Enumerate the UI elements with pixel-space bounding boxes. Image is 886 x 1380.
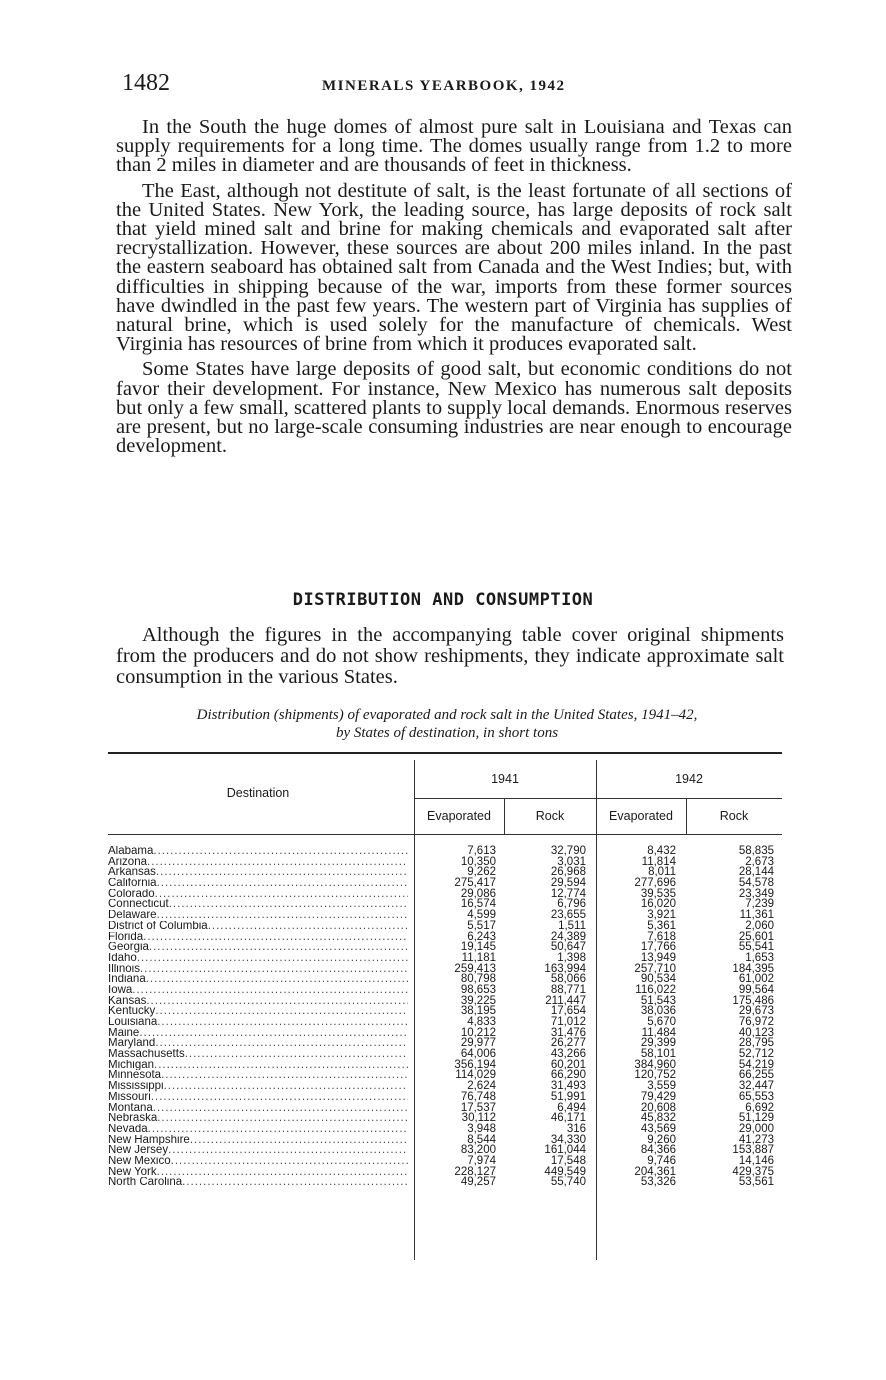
evaporated-1941-cell: 114,029 [455, 1069, 496, 1082]
destination-cell: Arkansas ..... [108, 867, 408, 878]
rock-1941-cell: 60,201 [550, 1058, 586, 1071]
destination-cell: District of Columbia ..... [108, 921, 408, 932]
table-row [108, 1049, 782, 1060]
table-row [108, 1028, 782, 1039]
evaporated-1942-cell: 45,832 [640, 1112, 676, 1125]
evaporated-1942-cell: 7,618 [647, 930, 676, 943]
table-row [108, 889, 782, 900]
rock-1942-cell: 184,395 [732, 962, 774, 975]
rock-1942-cell: 54,219 [738, 1058, 774, 1071]
evaporated-1941-cell: 29,977 [460, 1037, 496, 1050]
destination-cell: New Jersey ..... [108, 1145, 408, 1156]
evaporated-1941-cell: 16,574 [460, 898, 496, 911]
rock-1941-cell: 26,968 [550, 866, 586, 879]
table-row [108, 910, 782, 921]
rock-1941-cell: 23,655 [550, 909, 586, 922]
table-row [108, 1135, 782, 1146]
rock-1942-cell: 1,653 [745, 951, 774, 964]
evaporated-1942-header: Evaporated [609, 809, 673, 823]
evaporated-1941-cell: 30,112 [461, 1112, 496, 1125]
evaporated-1941-cell: 7,974 [467, 1154, 496, 1167]
evaporated-1942-cell: 16,020 [640, 898, 676, 911]
evaporated-1941-cell: 64,006 [460, 1048, 496, 1061]
section-intro [116, 625, 784, 688]
rock-1941-cell: 6,796 [557, 898, 586, 911]
evaporated-1942-cell: 11,814 [641, 855, 676, 868]
table-row [108, 1038, 782, 1049]
rock-1941-cell: 449,549 [544, 1165, 586, 1178]
evaporated-1942-cell: 58,101 [640, 1048, 676, 1061]
rock-1941-cell: 1,398 [557, 951, 586, 964]
page-header [122, 70, 722, 104]
rock-1942-cell: 14,146 [738, 1154, 774, 1167]
destination-cell: Missouri ..... [108, 1092, 408, 1103]
rock-1941-cell: 6,494 [557, 1101, 586, 1114]
evaporated-1941-cell: 356,194 [454, 1058, 496, 1071]
evaporated-1941-cell: 19,145 [460, 941, 496, 954]
destination-cell: Connecticut ..... [108, 899, 408, 910]
evaporated-1942-cell: 17,766 [640, 941, 676, 954]
rock-1941-header: Rock [535, 809, 565, 823]
evaporated-1942-cell: 3,559 [647, 1080, 676, 1093]
table-row [108, 1167, 782, 1178]
caption-line-2: by States of destination, in short tons [335, 725, 559, 741]
evaporated-1942-cell: 116,022 [635, 983, 676, 996]
evaporated-1941-cell: 7,613 [467, 845, 496, 857]
table-row [108, 1103, 782, 1114]
rock-1941-cell: 29,594 [550, 877, 586, 890]
rock-1942-cell: 55,541 [738, 941, 774, 954]
evaporated-1941-cell: 38,195 [460, 1005, 496, 1018]
destination-cell: Indiana ..... [108, 974, 408, 985]
destination-cell: Arizona ..... [108, 857, 408, 868]
destination-cell: Massachusetts ..... [108, 1049, 408, 1060]
table-row [108, 1006, 782, 1017]
evaporated-1941-cell: 10,350 [460, 855, 496, 868]
evaporated-1941-cell: 6,243 [467, 930, 496, 943]
destination-cell: Louisiana ..... [108, 1017, 408, 1028]
destination-cell: Maryland ..... [108, 1038, 408, 1049]
rock-1941-cell: 50,647 [550, 941, 586, 954]
rock-1942-cell: 29,000 [738, 1122, 774, 1135]
table-row [108, 942, 782, 953]
evaporated-1941-cell: 228,127 [454, 1165, 496, 1178]
rock-1942-cell: 7,239 [745, 898, 774, 911]
rock-1941-cell: 12,774 [550, 887, 586, 900]
evaporated-1941-cell: 10,212 [460, 1026, 496, 1039]
evaporated-1941-cell: 17,537 [460, 1101, 496, 1114]
destination-cell: Illinois ..... [108, 964, 408, 975]
header-bottom-rule [108, 834, 782, 835]
table-top-rule [108, 752, 782, 754]
rock-1941-cell: 161,044 [544, 1144, 586, 1157]
table-row [108, 857, 782, 868]
rock-1941-cell: 66,290 [550, 1069, 586, 1082]
destination-cell: Georgia ..... [108, 942, 408, 953]
evaporated-1942-cell: 84,366 [640, 1144, 676, 1157]
destination-cell: Mississippi ..... [108, 1081, 408, 1092]
rock-1942-cell: 6,692 [745, 1101, 774, 1114]
rock-1942-cell: 175,486 [732, 994, 774, 1007]
destination-cell: Kansas ..... [108, 996, 408, 1007]
destination-cell: Minnesota ..... [108, 1070, 408, 1081]
evaporated-1942-cell: 38,036 [640, 1005, 676, 1018]
table-row [108, 1060, 782, 1071]
rock-1942-cell: 29,673 [738, 1005, 774, 1018]
evaporated-1942-cell: 11,484 [641, 1026, 676, 1039]
table-row [108, 1017, 782, 1028]
table-row [108, 1092, 782, 1103]
table-row [108, 921, 782, 932]
rock-1941-cell: 43,266 [550, 1048, 586, 1061]
year-1942-header: 1942 [675, 772, 703, 786]
evaporated-1942-cell: 90,534 [640, 973, 676, 986]
table-row [108, 996, 782, 1007]
rock-1942-cell: 25,601 [738, 930, 774, 943]
destination-cell: Iowa ..... [108, 985, 408, 996]
evaporated-1942-cell: 120,752 [634, 1069, 676, 1082]
table-row [108, 932, 782, 943]
table-row [108, 1177, 782, 1188]
evaporated-1942-cell: 39,535 [640, 887, 676, 900]
caption-line-1: Distribution (shipments) of evaporated and rock salt in the United States, 1941–42, [196, 707, 698, 723]
rock-1941-cell: 46,171 [550, 1112, 586, 1125]
body-text [116, 118, 792, 462]
rock-1942-cell: 32,447 [738, 1080, 774, 1093]
evaporated-1942-cell: 257,710 [634, 962, 676, 975]
paragraph-east: The East, although not destitute of salt, is the least fortunate of all sections of the United States. New York, the leading source, has large deposits of rock salt that yield mined salt and brine for making chemicals and evaporated salt after recrystallization. However, these sources are about 200 miles inland. In the past the eastern seaboard has obtained salt from Canada and the West Indies; but, with difficulties in shipping because of the war, imports from these former sources have dwindled in the past few years. The western part of Virginia has supplies of natural brine, which is used solely for the manufacture of chemicals. West Virginia has resources of brine from which it produces evaporated salt. [116, 179, 792, 356]
evaporated-1942-cell: 277,696 [634, 877, 676, 890]
evaporated-1942-cell: 79,429 [640, 1090, 676, 1103]
evaporated-1941-cell: 83,200 [460, 1144, 496, 1157]
table-row [108, 867, 782, 878]
evaporated-1942-cell: 9,746 [647, 1154, 676, 1167]
rock-1942-cell: 429,375 [732, 1165, 774, 1178]
rock-1942-cell: 66,255 [738, 1069, 774, 1082]
rock-1942-cell: 61,002 [738, 973, 774, 986]
evaporated-1941-cell: 2,624 [467, 1080, 496, 1093]
rock-1942-cell: 2,060 [745, 919, 774, 932]
evaporated-1942-cell: 29,399 [640, 1037, 676, 1050]
evaporated-1941-cell: 39,225 [460, 994, 496, 1007]
evaporated-1941-cell: 76,748 [460, 1090, 496, 1103]
rock-1941-cell: 31,476 [550, 1026, 586, 1039]
rock-1941-cell: 88,771 [550, 983, 586, 996]
table-caption [112, 706, 782, 742]
rock-1941-cell: 17,654 [550, 1005, 586, 1018]
table-row [108, 964, 782, 975]
rock-1941-cell: 55,740 [550, 1176, 586, 1189]
rock-1942-cell: 51,129 [738, 1112, 774, 1125]
destination-cell: North Carolina ..... [108, 1177, 408, 1188]
section-heading: DISTRIBUTION AND CONSUMPTION [292, 590, 594, 610]
evaporated-1942-cell: 43,569 [640, 1122, 676, 1135]
table-row [108, 1113, 782, 1124]
paragraph-south: In the South the huge domes of almost pure salt in Louisiana and Texas can supply requirements for a long time. The domes usually range from 1.2 to more than 2 miles in diameter and are thousands of feet in thickness. [116, 116, 792, 177]
rock-1941-cell: 26,277 [550, 1037, 586, 1050]
rock-1942-cell: 2,673 [745, 855, 774, 868]
evaporated-1942-cell: 51,543 [640, 994, 676, 1007]
evaporated-1941-cell: 4,599 [467, 909, 496, 922]
destination-cell: Maine ..... [108, 1028, 408, 1039]
rock-1941-cell: 51,991 [550, 1090, 586, 1103]
evaporated-1942-cell: 9,260 [647, 1133, 676, 1146]
rock-1941-cell: 163,994 [544, 962, 586, 975]
rock-1941-cell: 58,066 [550, 973, 586, 986]
table-row [108, 878, 782, 889]
table-body [108, 846, 782, 1188]
rock-1942-cell: 23,349 [738, 887, 774, 900]
destination-cell: Colorado ..... [108, 889, 408, 900]
rock-1941-cell: 316 [566, 1122, 586, 1135]
rock-1942-cell: 52,712 [738, 1048, 774, 1061]
rock-1942-cell: 54,578 [738, 877, 774, 890]
table-row [108, 1124, 782, 1135]
destination-cell: Montana ..... [108, 1103, 408, 1114]
destination-cell: New Hampshire ..... [108, 1135, 408, 1146]
table-row [108, 953, 782, 964]
evaporated-1941-cell: 275,417 [454, 877, 496, 890]
year-rule [414, 798, 782, 799]
destination-cell: Michigan ..... [108, 1060, 408, 1071]
intro-paragraph: Although the figures in the accompanying table cover original shipments from the producers and do not show reshipments, they indicate approximate salt consumption in the various States. [116, 624, 784, 688]
destination-cell: Nevada ..... [108, 1124, 408, 1135]
rock-1942-cell: 76,972 [738, 1016, 774, 1028]
evaporated-1942-cell: 20,608 [640, 1101, 676, 1114]
evaporated-1941-cell: 80,798 [460, 973, 496, 986]
rock-1942-cell: 28,795 [738, 1037, 774, 1050]
evaporated-1942-cell: 3,921 [647, 909, 676, 922]
evaporated-1941-cell: 3,948 [467, 1122, 496, 1135]
table-row [108, 846, 782, 857]
table-row [108, 1081, 782, 1092]
destination-cell: Alabama ..... [108, 846, 408, 857]
rock-1941-cell: 31,493 [550, 1080, 586, 1093]
running-title: MINERALS YEARBOOK, 1942 [322, 78, 566, 94]
table-row [108, 1145, 782, 1156]
rock-1941-cell: 17,548 [550, 1154, 586, 1167]
rock-1942-cell: 28,144 [738, 866, 774, 879]
rock-1942-cell: 53,561 [738, 1176, 774, 1189]
evaporated-1941-cell: 5,517 [467, 919, 496, 932]
evaporated-1941-cell: 11,181 [461, 951, 496, 964]
rock-1941-cell: 34,330 [550, 1133, 586, 1146]
evaporated-1942-cell: 5,361 [647, 919, 676, 932]
evaporated-1942-cell: 8,011 [648, 866, 676, 879]
rock-1942-cell: 65,553 [738, 1090, 774, 1103]
destination-cell: Nebraska ..... [108, 1113, 408, 1124]
evaporated-1942-cell: 204,361 [634, 1165, 676, 1178]
destination-cell: California ..... [108, 878, 408, 889]
rock-1941-cell: 211,447 [545, 994, 586, 1007]
rock-1942-cell: 153,887 [732, 1144, 774, 1157]
rock-1942-cell: 40,123 [738, 1026, 774, 1039]
rock-1942-cell: 41,273 [738, 1133, 774, 1146]
page-number: 1482 [122, 70, 170, 96]
evaporated-1942-cell: 53,326 [640, 1176, 676, 1189]
destination-cell: New York ..... [108, 1167, 408, 1178]
rock-1941-cell: 24,389 [550, 930, 586, 943]
rock-1941-cell: 32,790 [550, 845, 586, 857]
evaporated-1942-cell: 13,949 [640, 951, 676, 964]
destination-header: Destination [226, 786, 290, 800]
table-row [108, 985, 782, 996]
destination-cell: Kentucky ..... [108, 1006, 408, 1017]
destination-cell: Florida ..... [108, 932, 408, 943]
evaporated-1941-cell: 29,086 [460, 887, 496, 900]
rock-1941-cell: 71,012 [550, 1016, 586, 1028]
destination-cell: Idaho ..... [108, 953, 408, 964]
evaporated-1942-cell: 5,670 [647, 1016, 676, 1028]
rock-1942-cell: 58,835 [738, 845, 774, 857]
rock-1941-cell: 1,511 [558, 919, 586, 932]
evaporated-1942-cell: 8,432 [647, 845, 676, 857]
evaporated-1942-cell: 384,960 [634, 1058, 676, 1071]
paragraph-some-states: Some States have large deposits of good salt, but economic conditions do not favor their development. For instance, New Mexico has numerous salt deposits but only a few small, scattered plants to supply local demands. Enormous reserves are present, but no large-scale consuming industries are near enough to encourage development. [116, 358, 792, 458]
evaporated-1941-cell: 259,413 [454, 962, 496, 975]
evaporated-1941-cell: 4,833 [467, 1016, 496, 1028]
table-row [108, 1156, 782, 1167]
year-1941-header: 1941 [491, 772, 519, 786]
destination-cell: Delaware ..... [108, 910, 408, 921]
evaporated-1941-cell: 9,262 [467, 866, 496, 879]
table-row [108, 899, 782, 910]
rock-1942-header: Rock [719, 809, 749, 823]
rock-1942-cell: 99,564 [738, 983, 774, 996]
rock-1941-cell: 3,031 [557, 855, 586, 868]
rock-1942-cell: 11,361 [739, 909, 774, 922]
evaporated-1941-cell: 8,544 [467, 1133, 496, 1146]
table-row [108, 1070, 782, 1081]
evaporated-1941-cell: 98,653 [460, 983, 496, 996]
evaporated-1941-cell: 49,257 [460, 1176, 496, 1189]
evaporated-1941-header: Evaporated [427, 809, 491, 823]
destination-cell: New Mexico ..... [108, 1156, 408, 1167]
table-row [108, 974, 782, 985]
